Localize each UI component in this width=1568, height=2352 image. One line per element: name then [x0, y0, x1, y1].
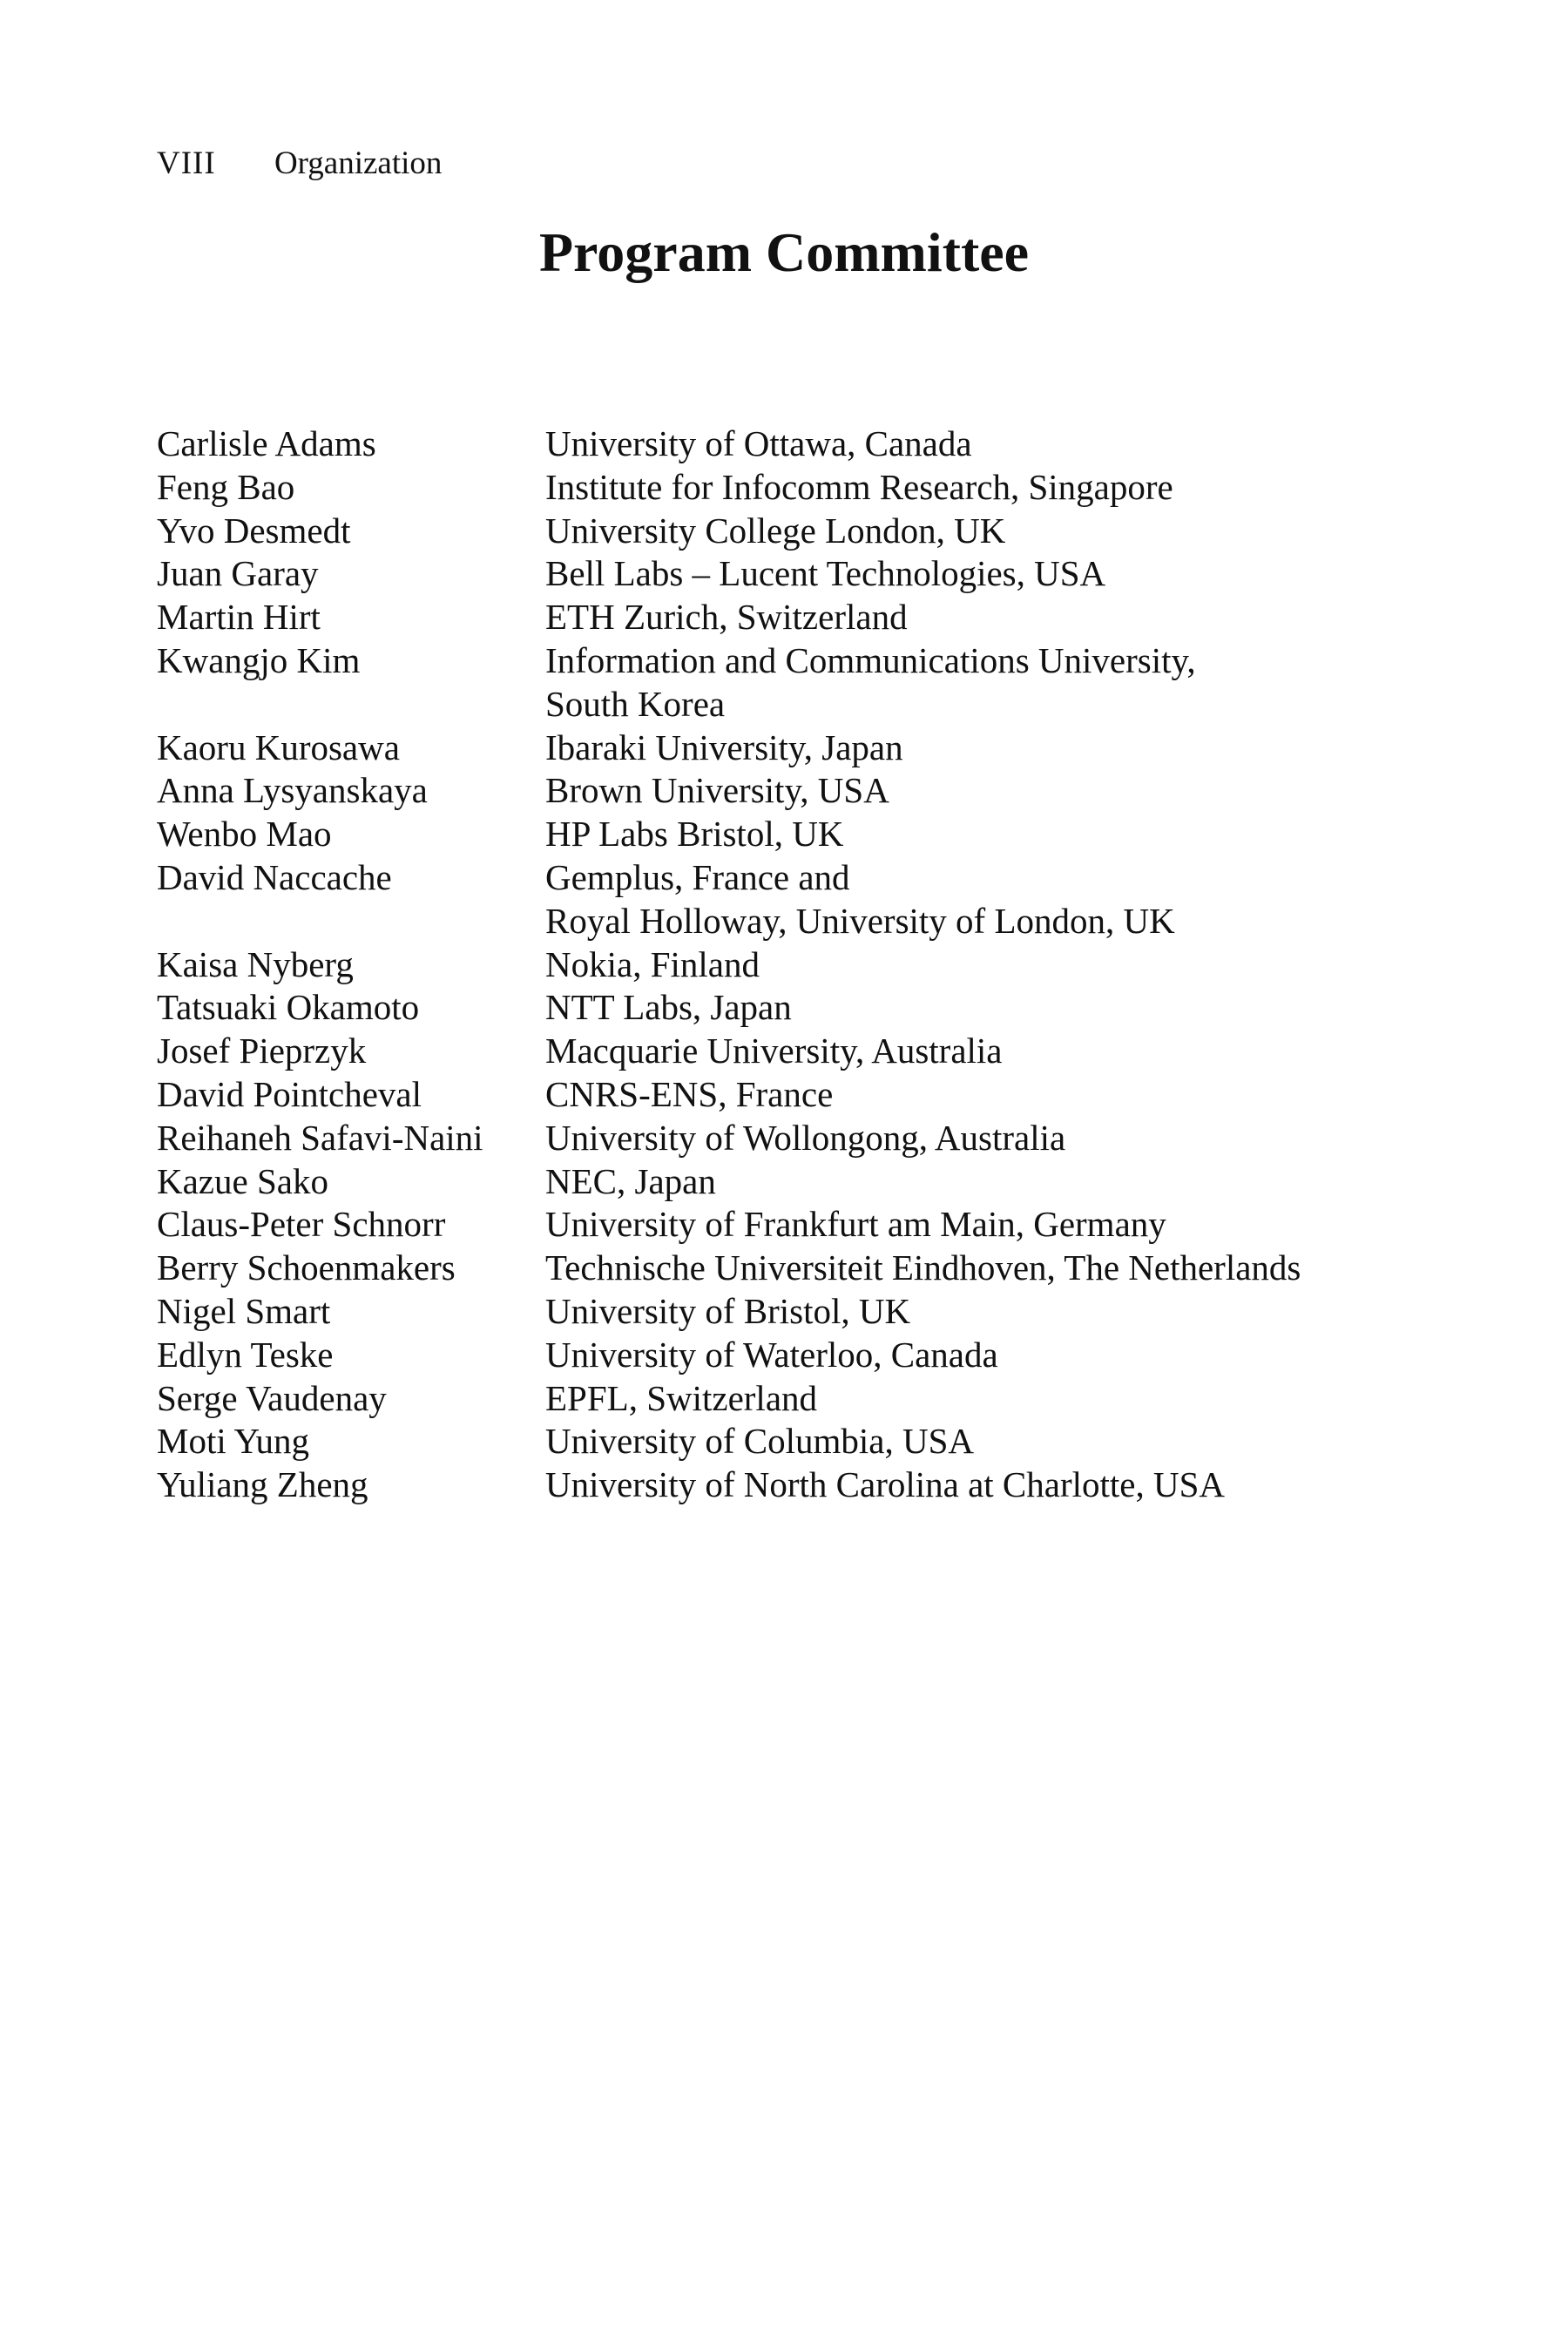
member-name: Yuliang Zheng: [157, 1464, 368, 1505]
affiliation-line: Royal Holloway, University of London, UK: [545, 900, 1175, 941]
affiliation-line: NEC, Japan: [545, 1160, 716, 1201]
member-name: Anna Lysyanskaya: [157, 770, 428, 811]
committee-member-row: [157, 1463, 1301, 1507]
affiliation-line: Macquarie University, Australia: [545, 1031, 1003, 1071]
committee-table: [157, 422, 1301, 1507]
affiliation-line: Bell Labs – Lucent Technologies, USA: [545, 553, 1106, 594]
member-affiliation: [545, 813, 1301, 856]
affiliation-line: University of Frankfurt am Main, Germany: [545, 1204, 1166, 1245]
committee-list: [157, 422, 1301, 1507]
committee-member-row: [157, 769, 1301, 813]
affiliation-line: Gemplus, France and: [545, 856, 850, 897]
member-affiliation: [545, 1247, 1301, 1290]
member-name: Martin Hirt: [157, 597, 321, 638]
member-name: Claus-Peter Schnorr: [157, 1204, 446, 1245]
committee-member-row: [157, 1073, 1301, 1117]
member-affiliation: [545, 1117, 1301, 1160]
committee-member-row: [157, 596, 1301, 639]
committee-member-row: [157, 422, 1301, 466]
affiliation-line: South Korea: [545, 683, 726, 724]
member-name: Kaoru Kurosawa: [157, 727, 400, 767]
member-affiliation: [545, 1334, 1301, 1377]
member-affiliation: [545, 1290, 1301, 1334]
member-affiliation: [545, 422, 1301, 466]
member-name: Berry Schoenmakers: [157, 1247, 456, 1288]
member-affiliation: [545, 943, 1301, 987]
affiliation-line: EPFL, Switzerland: [545, 1377, 818, 1418]
committee-member-row: [157, 813, 1301, 856]
member-affiliation: [545, 856, 1301, 943]
committee-member-row: [157, 1420, 1301, 1463]
member-affiliation: [545, 466, 1301, 510]
committee-member-row: [157, 727, 1301, 770]
member-name: Juan Garay: [157, 553, 319, 594]
affiliation-line: Institute for Infocomm Research, Singapore: [545, 466, 1173, 507]
member-affiliation: [545, 769, 1301, 813]
member-affiliation: [545, 1377, 1301, 1421]
member-affiliation: [545, 510, 1301, 553]
committee-member-row: [157, 1030, 1301, 1073]
member-name: Reihaneh Safavi-Naini: [157, 1117, 483, 1158]
committee-member-row: [157, 1334, 1301, 1377]
member-affiliation: [545, 639, 1301, 727]
member-name: Kaisa Nyberg: [157, 943, 354, 984]
member-affiliation: [545, 986, 1301, 1030]
member-name: David Pointcheval: [157, 1073, 422, 1114]
committee-member-row: [157, 986, 1301, 1030]
affiliation-line: Information and Communications University,: [545, 639, 1196, 680]
member-name: Edlyn Teske: [157, 1334, 334, 1375]
affiliation-line: Nokia, Finland: [545, 943, 760, 984]
affiliation-line: University of Waterloo, Canada: [545, 1334, 998, 1375]
member-name: Moti Yung: [157, 1421, 310, 1462]
member-name: Feng Bao: [157, 466, 295, 507]
affiliation-line: Ibaraki University, Japan: [545, 727, 903, 767]
member-name: Kwangjo Kim: [157, 639, 361, 680]
committee-member-row: [157, 1117, 1301, 1160]
committee-member-row: [157, 510, 1301, 553]
running-title: Organization: [274, 145, 443, 181]
affiliation-line: ETH Zurich, Switzerland: [545, 597, 908, 638]
page-number: VIII: [157, 145, 216, 181]
committee-member-row: [157, 943, 1301, 987]
affiliation-line: University of Wollongong, Australia: [545, 1117, 1066, 1158]
member-name: Tatsuaki Okamoto: [157, 987, 420, 1028]
member-name: Wenbo Mao: [157, 814, 332, 855]
member-affiliation: [545, 1463, 1301, 1507]
member-affiliation: [545, 1420, 1301, 1463]
affiliation-line: Brown University, USA: [545, 770, 889, 811]
member-name: Serge Vaudenay: [157, 1377, 387, 1418]
member-name: David Naccache: [157, 856, 392, 897]
committee-member-row: [157, 1290, 1301, 1334]
section-title: Program Committee: [538, 221, 1030, 283]
committee-member-row: [157, 856, 1301, 943]
affiliation-line: University of North Carolina at Charlotte, USA: [545, 1464, 1226, 1505]
committee-member-row: [157, 552, 1301, 596]
member-affiliation: [545, 1030, 1301, 1073]
member-affiliation: [545, 1203, 1301, 1247]
member-name: Yvo Desmedt: [157, 510, 351, 551]
affiliation-line: Technische Universiteit Eindhoven, The Netherlands: [545, 1247, 1301, 1288]
affiliation-line: University of Columbia, USA: [545, 1421, 974, 1462]
affiliation-line: NTT Labs, Japan: [545, 987, 792, 1028]
affiliation-line: HP Labs Bristol, UK: [545, 814, 844, 855]
committee-member-row: [157, 1247, 1301, 1290]
affiliation-line: University of Ottawa, Canada: [545, 423, 972, 463]
committee-member-row: [157, 466, 1301, 510]
committee-member-row: [157, 639, 1301, 727]
affiliation-line: CNRS-ENS, France: [545, 1073, 834, 1114]
member-affiliation: [545, 727, 1301, 770]
member-name: Josef Pieprzyk: [157, 1031, 367, 1071]
affiliation-line: University College London, UK: [545, 510, 1006, 551]
member-affiliation: [545, 552, 1301, 596]
member-name: Carlisle Adams: [157, 423, 376, 463]
affiliation-line: University of Bristol, UK: [545, 1290, 911, 1331]
member-affiliation: [545, 1160, 1301, 1204]
member-affiliation: [545, 596, 1301, 639]
member-affiliation: [545, 1073, 1301, 1117]
member-name: Nigel Smart: [157, 1290, 331, 1331]
page-header: [157, 146, 442, 181]
committee-member-row: [157, 1203, 1301, 1247]
committee-member-row: [157, 1377, 1301, 1421]
member-name: Kazue Sako: [157, 1160, 328, 1201]
committee-member-row: [157, 1160, 1301, 1204]
